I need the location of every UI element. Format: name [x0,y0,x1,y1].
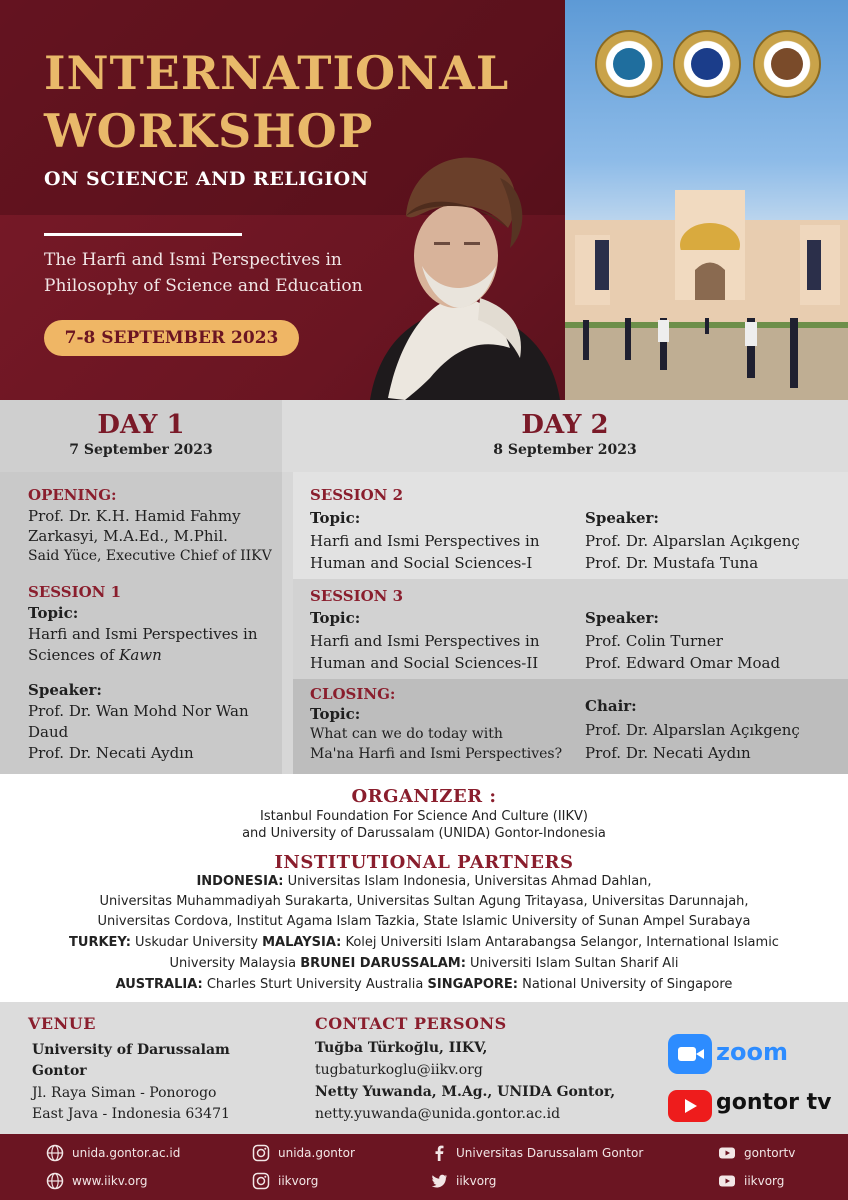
session2-topic-line: Human and Social Sciences-I [310,554,533,572]
day1-schedule [0,472,282,774]
session2-speaker: Prof. Dr. Alparslan Açıkgenç [585,532,800,550]
title-divider [44,233,242,236]
country-label: SINGAPORE: [427,977,518,992]
session2-speaker-label: Speaker: [585,509,659,527]
opening-speaker-line: Said Yüce, Executive Chief of IIKV [28,548,272,564]
contact-person: Netty Yuwanda, M.Ag., UNIDA Gontor, [315,1084,616,1100]
poster-header [0,0,848,400]
title-line-2: WORKSHOP [44,104,374,158]
day1-header [0,400,282,472]
facebook-text: Universitas Darussalam Gontor [456,1146,644,1160]
organizer-line: Istanbul Foundation For Science And Culture (IIKV) [259,809,588,824]
topic-italic-text: Kawn [119,646,162,664]
twitter-link[interactable] [430,1171,496,1191]
session1-topic-label: Topic: [28,604,79,622]
globe-icon [46,1172,64,1190]
partners-heading: INSTITUTIONAL PARTNERS [274,852,574,873]
closing-chair: Prof. Dr. Alparslan Açıkgenç [585,721,800,739]
country-label: INDONESIA: [196,874,284,889]
organizer-line: and University of Darussalam (UNIDA) Gontor-Indonesia [242,826,606,841]
website-link[interactable] [46,1171,147,1191]
instagram-text: unida.gontor [278,1146,355,1160]
country-label: MALAYSIA: [262,935,342,950]
contacts-heading: CONTACT PERSONS [315,1014,507,1033]
country-label: AUSTRALIA: [115,977,203,992]
partners-brunei-line [0,956,848,971]
youtube-text: iikvorg [744,1174,785,1188]
partner-text: Kolej Universiti Islam Antarabangsa Selangor, International Islamic [341,935,779,950]
facebook-icon [430,1144,448,1162]
twitter-icon [430,1172,448,1190]
zoom-label: zoom [716,1038,788,1066]
session3-topic-label: Topic: [310,609,361,627]
opening-heading: OPENING: [28,486,117,504]
partner-logo [753,30,821,98]
session2-topic-line: Harfi and Ismi Perspectives in [310,532,540,550]
partner-text: University Malaysia [169,956,301,971]
partner-text: Universitas Islam Indonesia, Universitas Ahmad Dahlan, [283,874,652,889]
youtube-link[interactable] [718,1171,784,1191]
partners-indonesia-line: Universitas Cordova, Institut Agama Islam Tazkia, State Islamic University of Sunan Ampel Surabaya [97,914,751,929]
day1-date: 7 September 2023 [69,442,213,458]
subtitle: ON SCIENCE AND RELIGION [44,168,369,190]
session3-speaker: Prof. Colin Turner [585,632,723,650]
gontortv-label: gontor tv [716,1090,832,1115]
youtube-link[interactable] [718,1143,795,1163]
venue-heading: VENUE [28,1014,96,1033]
venue-address: Jl. Raya Siman - Ponorogo [32,1085,217,1101]
closing-heading: CLOSING: [310,685,396,703]
venue-name: University of Darussalam [32,1042,230,1058]
closing-topic-line: What can we do today with [310,726,503,742]
session3-topic-line: Harfi and Ismi Perspectives in [310,632,540,650]
session3-block [293,579,848,679]
instagram-icon [252,1144,270,1162]
topic-text: Sciences of [28,646,120,664]
instagram-link[interactable] [252,1171,318,1191]
footer-social-bar [0,1134,848,1200]
theme-line-1: The Harfi and Ismi Perspectives in [44,250,342,270]
session2-topic-label: Topic: [310,509,361,527]
session3-topic-line: Human and Social Sciences-II [310,654,539,672]
day1-label: DAY 1 [97,410,185,440]
instagram-text: iikvorg [278,1174,319,1188]
session3-heading: SESSION 3 [310,587,404,605]
opening-speaker-line: Zarkasyi, M.A.Ed., M.Phil. [28,527,228,545]
partners-indonesia-line [0,874,848,889]
contact-person: Tuğba Türkoğlu, IIKV, [315,1040,488,1056]
day2-date: 8 September 2023 [493,442,637,458]
youtube-icon [718,1144,736,1162]
session2-heading: SESSION 2 [310,486,404,504]
partner-text: Universiti Islam Sultan Sharif Ali [465,956,679,971]
session1-speaker: Prof. Dr. Necati Aydın [28,744,194,762]
closing-chair: Prof. Dr. Necati Aydın [585,744,751,762]
instagram-link[interactable] [252,1143,355,1163]
venue-name: Gontor [32,1063,87,1079]
instagram-icon [252,1172,270,1190]
title-line-1: INTERNATIONAL [44,46,510,100]
theme-line-2: Philosophy of Science and Education [44,276,363,296]
session1-heading: SESSION 1 [28,583,122,601]
partner-text: Charles Sturt University Australia [202,977,428,992]
twitter-text: iikvorg [456,1174,497,1188]
globe-icon [46,1144,64,1162]
session3-speaker: Prof. Edward Omar Moad [585,654,781,672]
partner-text: National University of Singapore [518,977,733,992]
facebook-link[interactable] [430,1143,643,1163]
campus-photo [565,0,848,400]
website-link[interactable] [46,1143,180,1163]
website-text: unida.gontor.ac.id [72,1146,181,1160]
session1-topic-line: Harfi and Ismi Perspectives in [28,625,258,643]
country-label: BRUNEI DARUSSALAM: [300,956,466,971]
zoom-icon [668,1034,712,1074]
session1-speaker-label: Speaker: [28,681,102,699]
day2-label: DAY 2 [521,410,609,440]
closing-chair-label: Chair: [585,697,637,715]
event-date-badge: 7-8 SEPTEMBER 2023 [44,320,299,356]
session1-speaker: Daud [28,723,69,741]
venue-address: East Java - Indonesia 63471 [32,1106,230,1122]
website-text: www.iikv.org [72,1174,148,1188]
iikv-logo [673,30,741,98]
partners-turkey-malaysia-line [0,935,848,950]
youtube-icon [668,1090,712,1122]
country-label: TURKEY: [69,935,131,950]
youtube-icon [718,1172,736,1190]
session3-speaker-label: Speaker: [585,609,659,627]
contact-email[interactable]: tugbaturkoglu@iikv.org [315,1062,483,1078]
partners-indonesia-line: Universitas Muhammadiyah Surakarta, Universitas Sultan Agung Tritayasa, Universitas Darunnajah, [99,894,749,909]
day-header-row [0,400,848,472]
session1-speaker: Prof. Dr. Wan Mohd Nor Wan [28,702,249,720]
opening-speaker-line: Prof. Dr. K.H. Hamid Fahmy [28,507,241,525]
unida-logo [595,30,663,98]
session1-topic-line [28,646,162,664]
schedule [0,472,848,774]
organizer-section [0,774,848,1002]
closing-topic-line: Ma'na Harfi and Ismi Perspectives? [310,746,563,762]
youtube-text: gontortv [744,1146,796,1160]
scholar-portrait [360,148,565,400]
session2-block [293,472,848,579]
partners-australia-line [0,977,848,992]
closing-topic-label: Topic: [310,705,361,723]
partner-text: Uskudar University [130,935,263,950]
session2-speaker: Prof. Dr. Mustafa Tuna [585,554,759,572]
closing-block [293,679,848,774]
organizer-heading: ORGANIZER : [351,786,497,807]
contact-email[interactable]: netty.yuwanda@unida.gontor.ac.id [315,1106,561,1122]
